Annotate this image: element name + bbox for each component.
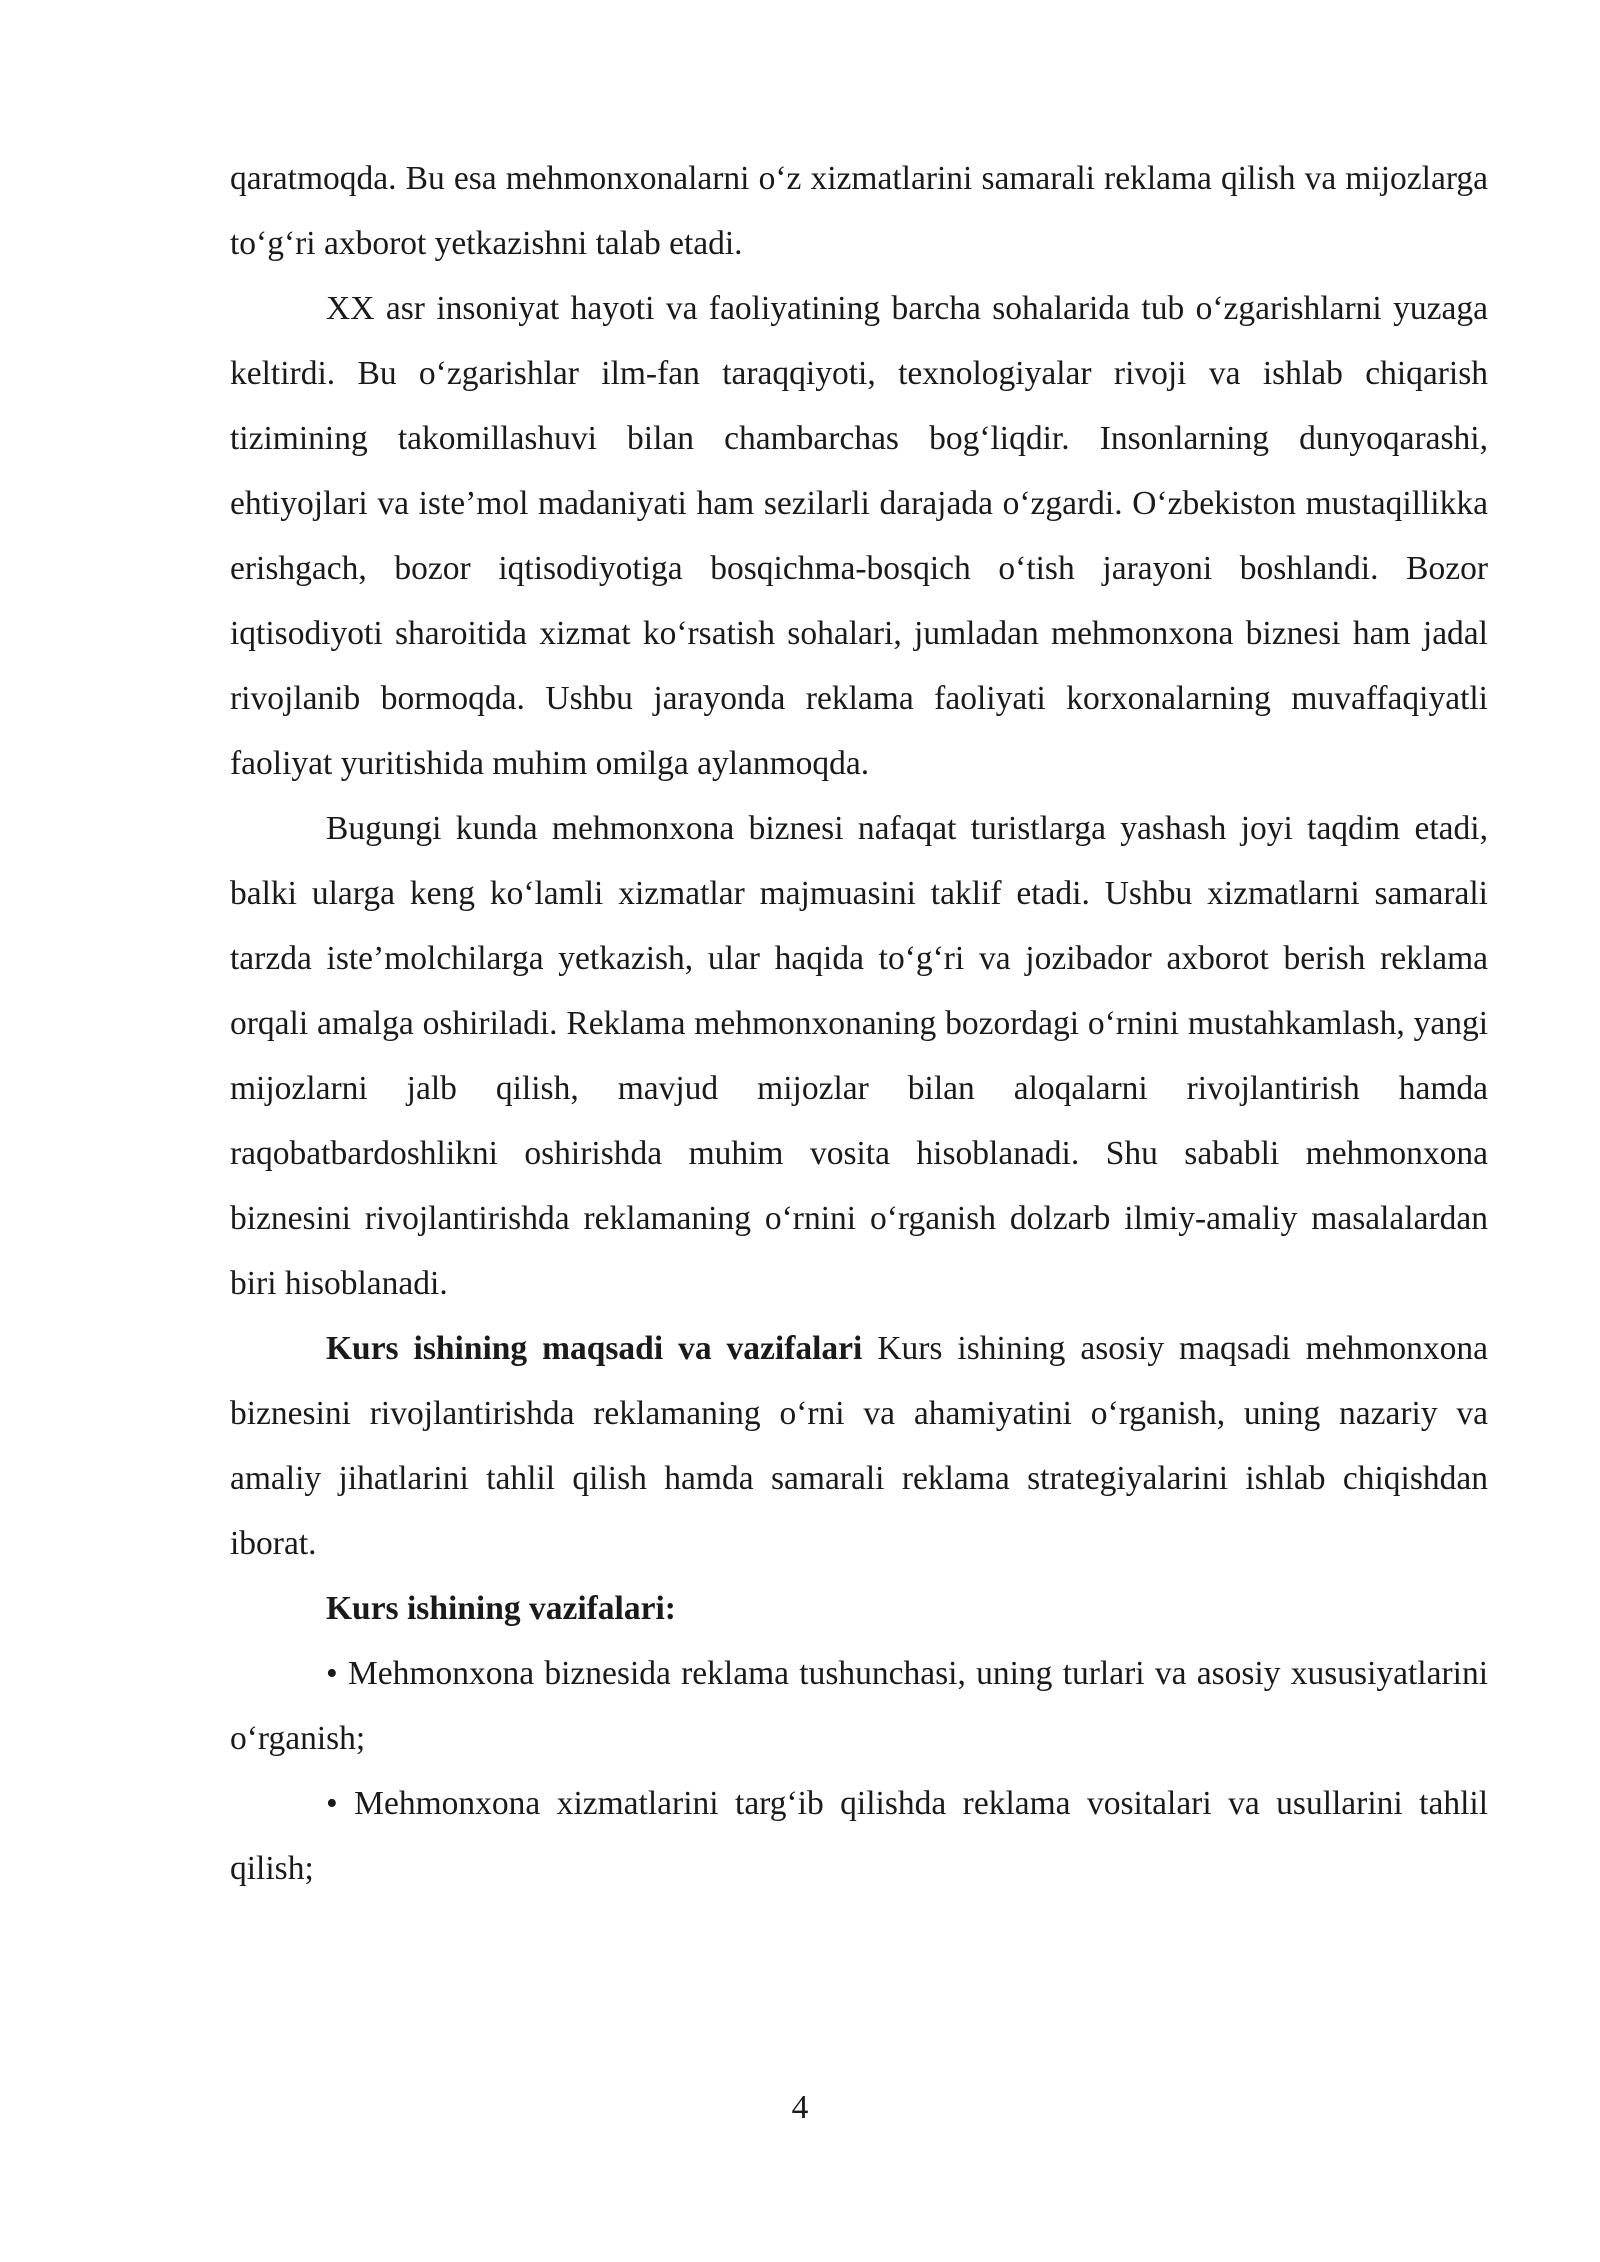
- page-number: 4: [791, 2089, 809, 2126]
- paragraph-goals: [230, 1316, 1488, 1576]
- goals-heading: Kurs ishining maqsadi va vazifalari: [326, 1330, 863, 1367]
- task-bullet-2: • Mehmonxona xizmatlarini targ‘ib qilishda reklama vositalari va usullarini tahlil qilish;: [230, 1785, 1488, 1887]
- tasks-heading-paragraph: [230, 1576, 1488, 1641]
- goals-text: Kurs ishining asosiy maqsadi mehmonxona biznesini rivojlantirishda reklamaning o‘rni va ahamiyatini o‘rganish, uning nazariy va amaliy jihatlarini tahlil qilish hamda samarali reklama strategiyalarini ishlab chiqishdan iborat.: [230, 1330, 1488, 1562]
- document-page: [230, 146, 1488, 1901]
- task-bullet-1: • Mehmonxona biznesida reklama tushunchasi, uning turlari va asosiy xususiyatlarini o‘rganish;: [230, 1655, 1488, 1757]
- paragraph-continuation: qaratmoqda. Bu esa mehmonxonalarni o‘z xizmatlarini samarali reklama qilish va mijozlarga to‘g‘ri axborot yetkazishni talab etadi.: [230, 160, 1488, 262]
- tasks-heading: Kurs ishining vazifalari:: [326, 1590, 676, 1627]
- paragraph-hotel-business: Bugungi kunda mehmonxona biznesi nafaqat turistlarga yashash joyi taqdim etadi, balki ularga keng ko‘lamli xizmatlar majmuasini taklif etadi. Ushbu xizmatlarni samarali tarzda iste’molchilarga yetkazish, ular haqida to‘g‘ri va jozibador axborot berish reklama orqali amalga oshiriladi. Reklama mehmonxonaning bozordagi o‘rnini mustahkamlash, yangi mijozlarni jalb qilish, mavjud mijozlar bilan aloqalarni rivojlantirish hamda raqobatbardoshlikni oshirishda muhim vosita hisoblanadi. Shu sababli mehmonxona biznesini rivojlantirishda reklamaning o‘rnini o‘rganish dolzarb ilmiy-amaliy masalalardan biri hisoblanadi.: [230, 810, 1488, 1302]
- paragraph-xx-century: XX asr insoniyat hayoti va faoliyatining barcha sohalarida tub o‘zgarishlarni yuzaga keltirdi. Bu o‘zgarishlar ilm-fan taraqqiyoti, texnologiyalar rivoji va ishlab chiqarish tizimining takomillashuvi bilan chambarchas bog‘liqdir. Insonlarning dunyoqarashi, ehtiyojlari va iste’mol madaniyati ham sezilarli darajada o‘zgardi. O‘zbekiston mustaqillikka erishgach, bozor iqtisodiyotiga bosqichma-bosqich o‘tish jarayoni boshlandi. Bozor iqtisodiyoti sharoitida xizmat ko‘rsatish sohalari, jumladan mehmonxona biznesi ham jadal rivojlanib bormoqda. Ushbu jarayonda reklama faoliyati korxonalarning muvaffaqiyatli faoliyat yuritishida muhim omilga aylanmoqda.: [230, 290, 1488, 782]
